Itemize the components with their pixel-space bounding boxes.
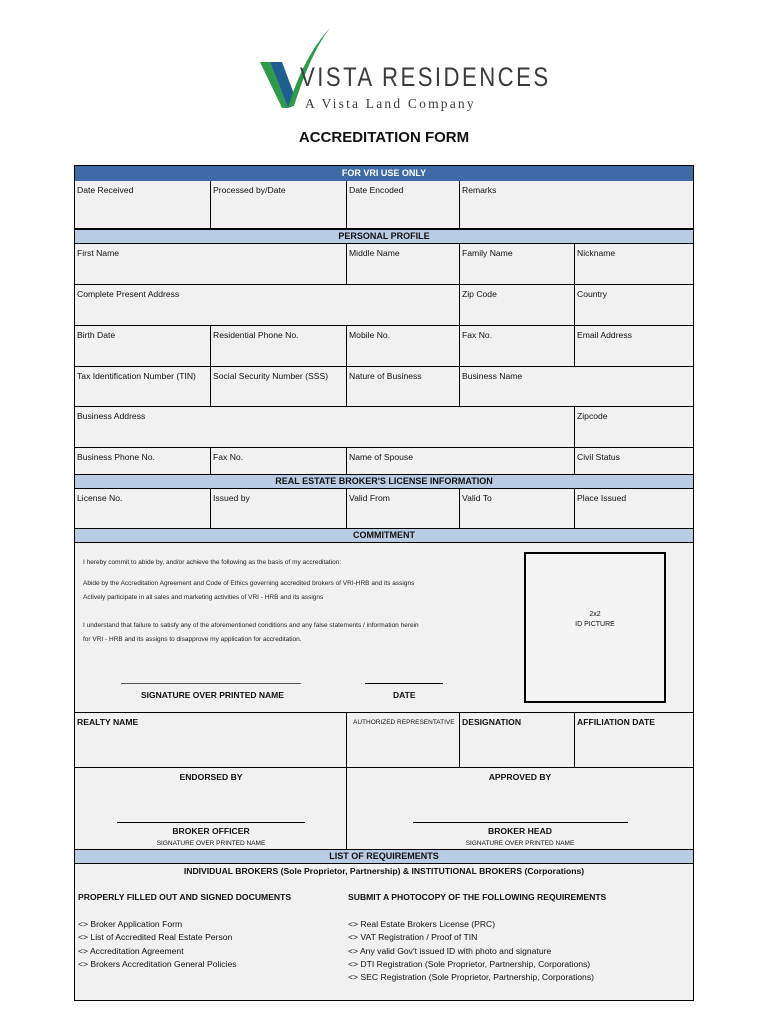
accreditation-form bbox=[74, 165, 694, 1001]
business-zipcode-field[interactable]: Zipcode bbox=[575, 407, 693, 448]
spouse-name-field[interactable]: Name of Spouse bbox=[347, 448, 575, 475]
right-requirement-item: <> Real Estate Brokers License (PRC) bbox=[348, 919, 496, 929]
business-name-field[interactable]: Business Name bbox=[460, 367, 693, 407]
license-no-field[interactable]: License No. bbox=[75, 489, 211, 529]
endorsed-by-label: ENDORSED BY bbox=[179, 772, 243, 782]
mobile-field[interactable]: Mobile No. bbox=[347, 326, 460, 367]
middle-name-field[interactable]: Middle Name bbox=[347, 244, 460, 285]
valid-from-field[interactable]: Valid From bbox=[347, 489, 460, 529]
affiliation-date-field[interactable]: AFFILIATION DATE bbox=[575, 713, 693, 768]
email-field[interactable]: Email Address bbox=[575, 326, 693, 367]
right-requirement-item: <> Any valid Gov't issued ID with photo and signature bbox=[348, 946, 552, 956]
issued-by-field[interactable]: Issued by bbox=[211, 489, 347, 529]
photo-size-label: 2x2 bbox=[589, 611, 601, 618]
address-field[interactable]: Complete Present Address bbox=[75, 285, 460, 326]
right-requirement-item: <> SEC Registration (Sole Proprietor, Partnership, Corporations) bbox=[348, 972, 594, 982]
commitment-line-1: Abide by the Accreditation Agreement and Code of Ethics governing accredited brokers of VRI-HRB and its assigns bbox=[83, 580, 415, 587]
broker-head-label: BROKER HEAD bbox=[488, 826, 552, 836]
commitment-intro: I hereby commit to abide by, and/or achieve the following as the basis of my accreditation: bbox=[83, 559, 342, 566]
processed-by-field[interactable]: Processed by/Date bbox=[211, 181, 347, 229]
right-requirement-item: <> VAT Registration / Proof of TIN bbox=[348, 932, 478, 942]
civil-status-field[interactable]: Civil Status bbox=[575, 448, 693, 475]
broker-head-signature-line[interactable] bbox=[413, 822, 628, 823]
broker-officer-signature-note: SIGNATURE OVER PRINTED NAME bbox=[156, 840, 266, 847]
personal-profile-header: PERSONAL PROFILE bbox=[75, 229, 693, 244]
business-fax-field[interactable]: Fax No. bbox=[211, 448, 347, 475]
date-encoded-field[interactable]: Date Encoded bbox=[347, 181, 460, 229]
commitment-section-header: COMMITMENT bbox=[75, 529, 693, 543]
requirements-section-header: LIST OF REQUIREMENTS bbox=[75, 850, 693, 864]
form-title: ACCREDITATION FORM bbox=[298, 129, 470, 146]
signature-line[interactable] bbox=[121, 683, 301, 684]
remarks-field[interactable]: Remarks bbox=[460, 181, 693, 229]
commitment-line-4: for VRI - HRB and its assigns to disapprove my application for accreditation. bbox=[83, 636, 302, 643]
tin-field[interactable]: Tax Identification Number (TIN) bbox=[75, 367, 211, 407]
date-label: DATE bbox=[393, 690, 416, 700]
valid-to-field[interactable]: Valid To bbox=[460, 489, 575, 529]
broker-officer-signature-line[interactable] bbox=[117, 822, 305, 823]
residential-phone-field[interactable]: Residential Phone No. bbox=[211, 326, 347, 367]
logo-brand-text: VISTA RESIDENCES bbox=[300, 62, 551, 92]
first-name-field[interactable]: First Name bbox=[75, 244, 347, 285]
broker-officer-label: BROKER OFFICER bbox=[172, 826, 250, 836]
id-picture-box[interactable] bbox=[524, 552, 666, 703]
fax-field[interactable]: Fax No. bbox=[460, 326, 575, 367]
zip-code-field[interactable]: Zip Code bbox=[460, 285, 575, 326]
date-received-field[interactable]: Date Received bbox=[75, 181, 211, 229]
photo-id-label: ID PICTURE bbox=[575, 621, 615, 628]
broker-head-signature-note: SIGNATURE OVER PRINTED NAME bbox=[465, 840, 575, 847]
designation-field[interactable]: DESIGNATION bbox=[460, 713, 575, 768]
left-requirement-item: <> Accreditation Agreement bbox=[78, 946, 184, 956]
license-section-header: REAL ESTATE BROKER'S LICENSE INFORMATION bbox=[75, 475, 693, 489]
nickname-field[interactable]: Nickname bbox=[575, 244, 693, 285]
nature-of-business-field[interactable]: Nature of Business bbox=[347, 367, 460, 407]
vri-section-header: FOR VRI USE ONLY bbox=[75, 166, 693, 181]
country-field[interactable]: Country bbox=[575, 285, 693, 326]
place-issued-field[interactable]: Place Issued bbox=[575, 489, 693, 529]
signature-label: SIGNATURE OVER PRINTED NAME bbox=[141, 690, 284, 700]
authorized-representative-field[interactable]: AUTHORIZED REPRESENTATIVE bbox=[347, 713, 460, 768]
commitment-line-2: Actively participate in all sales and marketing activities of VRI - HRB and its assigns bbox=[83, 594, 324, 601]
left-requirements-heading: PROPERLY FILLED OUT AND SIGNED DOCUMENTS bbox=[78, 892, 292, 902]
date-line[interactable] bbox=[365, 683, 443, 684]
right-requirement-item: <> DTI Registration (Sole Proprietor, Partnership, Corporations) bbox=[348, 959, 591, 969]
left-requirement-item: <> Broker Application Form bbox=[78, 919, 183, 929]
approved-by-label: APPROVED BY bbox=[488, 772, 552, 782]
business-phone-field[interactable]: Business Phone No. bbox=[75, 448, 211, 475]
requirements-subtitle: INDIVIDUAL BROKERS (Sole Proprietor, Partnership) & INSTITUTIONAL BROKERS (Corporations) bbox=[183, 866, 585, 876]
birth-date-field[interactable]: Birth Date bbox=[75, 326, 211, 367]
family-name-field[interactable]: Family Name bbox=[460, 244, 575, 285]
right-requirements-heading: SUBMIT A PHOTOCOPY OF THE FOLLOWING REQUIREMENTS bbox=[348, 892, 607, 902]
realty-name-field[interactable]: REALTY NAME bbox=[75, 713, 347, 768]
left-requirement-item: <> List of Accredited Real Estate Person bbox=[78, 932, 233, 942]
left-requirement-item: <> Brokers Accreditation General Policies bbox=[78, 959, 237, 969]
sss-field[interactable]: Social Security Number (SSS) bbox=[211, 367, 347, 407]
business-address-field[interactable]: Business Address bbox=[75, 407, 575, 448]
commitment-line-3: I understand that failure to satisfy any of the aforementioned conditions and any false statements / information herein bbox=[83, 622, 419, 629]
logo-tagline: A Vista Land Company bbox=[305, 96, 476, 111]
